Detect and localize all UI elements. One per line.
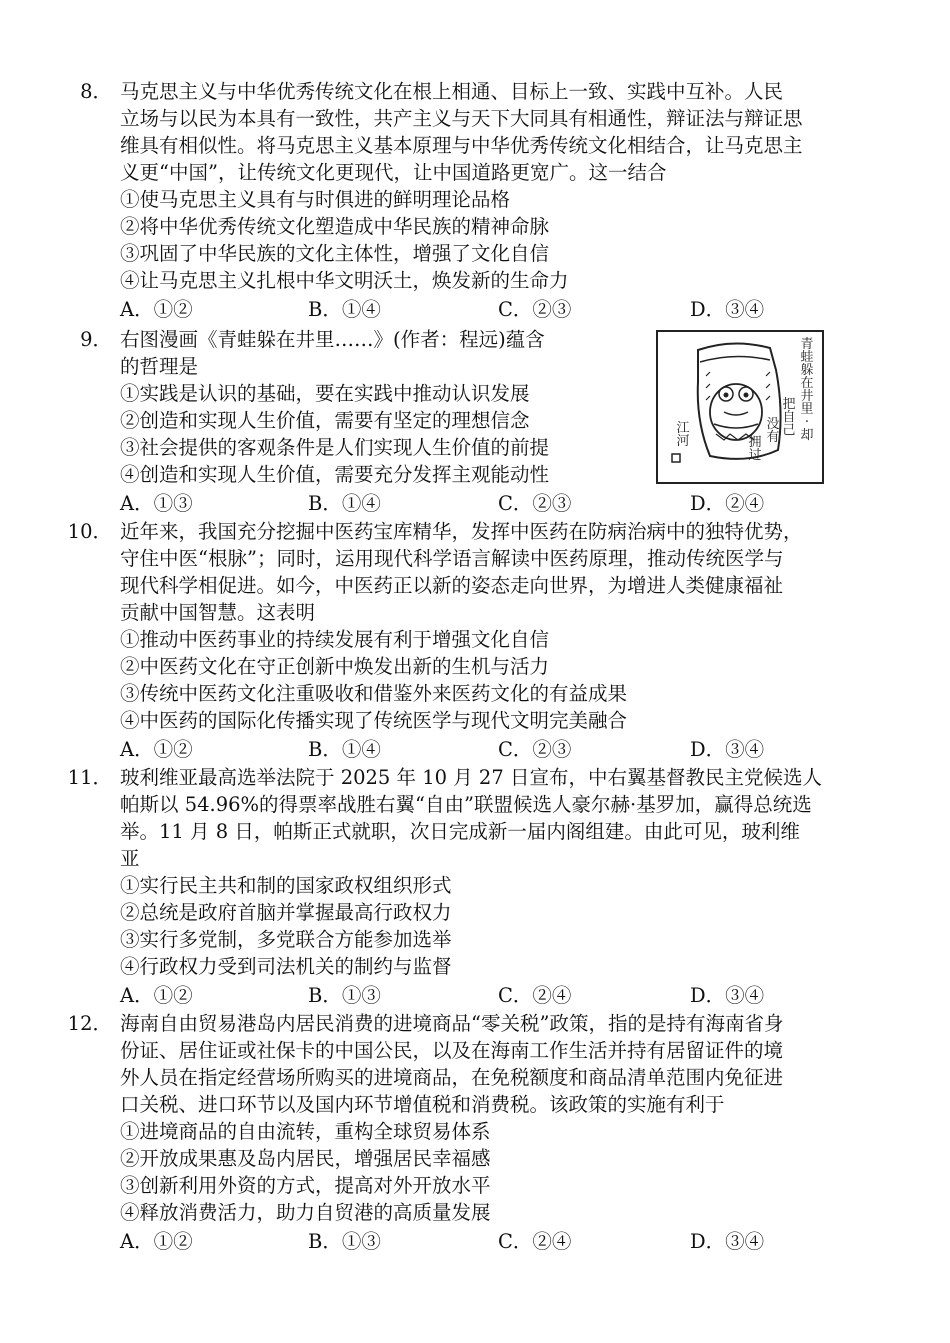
statement-option: ①进境商品的自由流转，重构全球贸易体系 bbox=[120, 1120, 491, 1143]
cartoon-caption-middle: 拥 过 bbox=[748, 435, 762, 463]
answer-choice-d[interactable]: D．③④ bbox=[690, 1230, 765, 1253]
statement-option: ④让马克思主义扎根中华文明沃土，焕发新的生命力 bbox=[120, 269, 569, 292]
answer-choice-d[interactable]: D．③④ bbox=[690, 738, 765, 761]
answer-choice-b[interactable]: B．①④ bbox=[308, 738, 381, 761]
question-stem-line: 的哲理是 bbox=[120, 355, 199, 378]
answer-choice-c[interactable]: C．②④ bbox=[498, 984, 572, 1007]
answer-choice-d[interactable]: D．③④ bbox=[690, 984, 765, 1007]
question-number: 11． bbox=[67, 766, 112, 789]
question-stem-line: 现代科学相促进。如今，中医药正以新的姿态走向世界，为增进人类健康福祉 bbox=[120, 574, 784, 597]
question-number: 9． bbox=[80, 328, 112, 351]
statement-option: ③社会提供的客观条件是人们实现人生价值的前提 bbox=[120, 436, 550, 459]
answer-choice-d[interactable]: D．③④ bbox=[690, 298, 765, 321]
cartoon-caption-middle: 没 有 bbox=[766, 417, 780, 445]
question-stem-line: 贡献中国智慧。这表明 bbox=[120, 601, 316, 624]
cartoon-caption-middle: 把 自 己 bbox=[782, 397, 796, 438]
answer-choice-a[interactable]: A．①② bbox=[120, 984, 193, 1007]
statement-option: ③传统中医药文化注重吸收和借鉴外来医药文化的有益成果 bbox=[120, 682, 628, 705]
question-stem-line: 右图漫画《青蛙躲在井里……》(作者：程远)蕴含 bbox=[120, 328, 545, 351]
answer-choice-b[interactable]: B．①④ bbox=[308, 298, 381, 321]
question-number: 10． bbox=[67, 520, 112, 543]
frog-in-well-cartoon bbox=[656, 330, 824, 484]
statement-option: ②将中华优秀传统文化塑造成中华民族的精神命脉 bbox=[120, 215, 550, 238]
statement-option: ③巩固了中华民族的文化主体性，增强了文化自信 bbox=[120, 242, 550, 265]
answer-choice-a[interactable]: A．①③ bbox=[120, 492, 193, 515]
question-stem-line: 口关税、进口环节以及国内环节增值税和消费税。该政策的实施有利于 bbox=[120, 1093, 725, 1116]
question-stem-line: 举。11 月 8 日，帕斯正式就职，次日完成新一届内阁组建。由此可见，玻利维 bbox=[120, 820, 800, 843]
statement-option: ①实行民主共和制的国家政权组织形式 bbox=[120, 874, 452, 897]
statement-option: ①推动中医药事业的持续发展有利于增强文化自信 bbox=[120, 628, 550, 651]
statement-option: ①使马克思主义具有与时俱进的鲜明理论品格 bbox=[120, 188, 511, 211]
question-stem-line: 份证、居住证或社保卡的中国公民，以及在海南工作生活并持有居留证件的境 bbox=[120, 1039, 784, 1062]
question-stem-line: 维具有相似性。将马克思主义基本原理与中华优秀传统文化相结合，让马克思主 bbox=[120, 134, 803, 157]
statement-option: ④释放消费活力，助力自贸港的高质量发展 bbox=[120, 1201, 491, 1224]
statement-option: ②中医药文化在守正创新中焕发出新的生机与活力 bbox=[120, 655, 550, 678]
question-number: 8． bbox=[80, 80, 112, 103]
statement-option: ④中医药的国际化传播实现了传统医学与现代文明完美融合 bbox=[120, 709, 628, 732]
statement-option: ④行政权力受到司法机关的制约与监督 bbox=[120, 955, 452, 978]
question-stem-line: 义更“中国”，让传统文化更现代，让中国道路更宽广。这一结合 bbox=[120, 161, 667, 184]
statement-option: ②创造和实现人生价值，需要有坚定的理想信念 bbox=[120, 409, 530, 432]
answer-choice-b[interactable]: B．①③ bbox=[308, 1230, 381, 1253]
answer-choice-c[interactable]: C．②④ bbox=[498, 1230, 572, 1253]
answer-choice-b[interactable]: B．①③ bbox=[308, 984, 381, 1007]
statement-option: ②开放成果惠及岛内居民，增强居民幸福感 bbox=[120, 1147, 491, 1170]
question-stem-line: 玻利维亚最高选举法院于 2025 年 10 月 27 日宣布，中右翼基督教民主党候选人 bbox=[120, 766, 822, 789]
answer-choice-c[interactable]: C．②③ bbox=[498, 492, 572, 515]
answer-choice-a[interactable]: A．①② bbox=[120, 738, 193, 761]
question-stem-line: 马克思主义与中华优秀传统文化在根上相通、目标上一致、实践中互补。人民 bbox=[120, 80, 784, 103]
question-stem-line: 立场与以民为本具有一致性，共产主义与天下大同具有相通性，辩证法与辩证思 bbox=[120, 107, 803, 130]
answer-choice-c[interactable]: C．②③ bbox=[498, 738, 572, 761]
statement-option: ③创新利用外资的方式，提高对外开放水平 bbox=[120, 1174, 491, 1197]
cartoon-caption-right: 青 蛙 躲 在 井 里 · 却 bbox=[800, 337, 814, 443]
statement-option: ④创造和实现人生价值，需要充分发挥主观能动性 bbox=[120, 463, 550, 486]
answer-choice-a[interactable]: A．①② bbox=[120, 1230, 193, 1253]
answer-choice-d[interactable]: D．②④ bbox=[690, 492, 765, 515]
question-stem-line: 近年来，我国充分挖掘中医药宝库精华，发挥中医药在防病治病中的独特优势， bbox=[120, 520, 803, 543]
question-stem-line: 亚 bbox=[120, 847, 140, 870]
question-stem-line: 海南自由贸易港岛内居民消费的进境商品“零关税”政策，指的是持有海南省身 bbox=[120, 1012, 784, 1035]
question-number: 12． bbox=[67, 1012, 112, 1035]
cartoon-drawing bbox=[658, 332, 822, 482]
answer-choice-c[interactable]: C．②③ bbox=[498, 298, 572, 321]
statement-option: ②总统是政府首脑并掌握最高行政权力 bbox=[120, 901, 452, 924]
cartoon-caption-left: 江 河 bbox=[676, 421, 690, 449]
question-stem-line: 守住中医“根脉”；同时，运用现代科学语言解读中医药原理，推动传统医学与 bbox=[120, 547, 784, 570]
question-stem-line: 外人员在指定经营场所购买的进境商品，在免税额度和商品清单范围内免征进 bbox=[120, 1066, 784, 1089]
statement-option: ①实践是认识的基础，要在实践中推动认识发展 bbox=[120, 382, 530, 405]
answer-choice-b[interactable]: B．①④ bbox=[308, 492, 381, 515]
statement-option: ③实行多党制，多党联合方能参加选举 bbox=[120, 928, 452, 951]
answer-choice-a[interactable]: A．①② bbox=[120, 298, 193, 321]
question-stem-line: 帕斯以 54.96%的得票率战胜右翼“自由”联盟候选人豪尔赫·基罗加，赢得总统选 bbox=[120, 793, 812, 816]
